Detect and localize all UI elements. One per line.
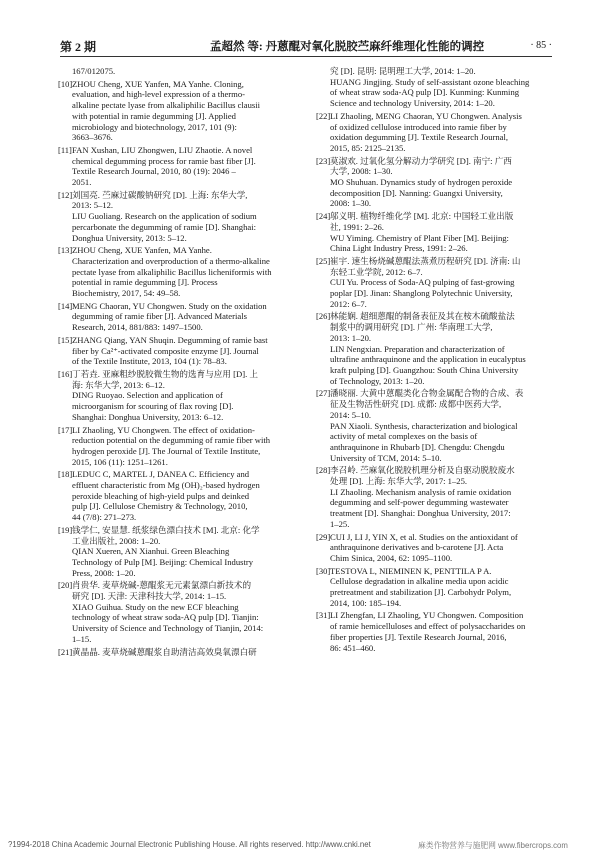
reference-text-line: 2014, 100: 185–194. (330, 597, 402, 608)
reference-entry (58, 469, 304, 523)
reference-number: [22] (316, 110, 331, 121)
reference-text-line: of the Textile Institute, 2013, 104 (1): 78–83. (72, 356, 227, 367)
reference-text-line: peroxide bleaching of high-yield pulps and deinked (72, 490, 250, 501)
reference-number: [29] (316, 531, 331, 542)
reference-text-line: LI Zhaoling. Mechanism analysis of ramie oxidation (330, 486, 512, 497)
reference-entry (316, 211, 562, 254)
issue-number: 第 2 期 (60, 40, 97, 54)
reference-text-line: Biochemistry, 2017, 54: 49–58. (72, 288, 181, 299)
reference-text-line: pectate lyase from alkaliphilic Bacillus licheniformis with (72, 266, 272, 277)
reference-text-line: ZHANG Qiang, YAN Shuqin. Degumming of ramie bast (72, 334, 268, 345)
reference-entry (316, 255, 562, 310)
reference-text-line: 3663–3676. (72, 132, 113, 143)
reference-number: [15] (58, 334, 73, 345)
reference-text-line: 东轻工业学院, 2012: 6–7. (330, 266, 423, 277)
reference-entry (316, 155, 562, 210)
reference-number: [11] (58, 144, 72, 155)
reference-entry (58, 78, 304, 143)
reference-text-line: 2012: 6–7. (330, 298, 367, 309)
reference-text-line: University of TCM, 2014: 5–10. (330, 452, 442, 463)
reference-number: [27] (316, 388, 331, 399)
reference-text-line: 李召岭. 苎麻氧化脱胶机理分析及自驱动脱胶废水 (330, 465, 515, 476)
reference-text-line: 2013: 1–20. (330, 332, 372, 343)
reference-text-line: 钱学仁, 安显慧. 纸浆绿色漂白技术 [M]. 北京: 化学 (72, 524, 260, 535)
reference-text-line: pretreatment and stabilization [J]. Carbohydr Polym, (330, 587, 512, 598)
reference-text-line: China Light Industry Press, 1991: 2–26. (330, 243, 468, 254)
reference-text-line: DING Ruoyao. Selection and application of (72, 390, 223, 401)
reference-text-line: poplar [D]. Jinan: Shanglong Polytechnic University, (330, 288, 513, 299)
reference-text-line: fiber by Ca²⁺-activated composite enzyme [J]. Journal (72, 345, 259, 356)
reference-text-line: QIAN Xueren, AN Xianhui. Green Bleaching (72, 546, 230, 557)
reference-text-line: MENG Chaoran, YU Chongwen. Study on the oxidation (72, 300, 267, 311)
reference-text-line: ultrafine anthraquinone and the application in eucalyptus (330, 354, 526, 365)
reference-entry (316, 110, 562, 154)
reference-number: [20] (58, 580, 73, 591)
reference-text-line: evaluation, and high-level expression of a thermo- (72, 89, 246, 100)
reference-text-line: Cellulose degradation in alkaline media upon acidic (330, 576, 509, 587)
reference-text-line: 丁若垚. 亚麻粗纱脱胶微生物的选育与应用 [D]. 上 (72, 368, 258, 379)
reference-text-line: percarbonate the degumming of ramie [D]. Shanghai: (72, 221, 256, 232)
reference-text-line: 潘晓丽. 大黄中蒽醌类化合物金属配合物的合成、表 (330, 388, 524, 399)
reference-text-line: LIN Nengxian. Preparation and characterization of (330, 343, 505, 354)
reference-text-line: activity of metal complexes on the basis of (330, 431, 478, 442)
reference-text-line: chemical degumming process for ramie bast fiber [J]. (72, 155, 256, 166)
reference-text-line: 86: 451–460. (330, 642, 376, 653)
reference-text-line: decomposition [D]. Nanning: Guangxi University, (330, 187, 503, 198)
copyright-notice: ?1994-2018 China Academic Journal Electronic Publishing House. All rights reserved. http://www.cnki.net (8, 840, 371, 849)
reference-text-line: 征及生物活性研究 [D]. 成都: 成都中医药大学, (330, 399, 502, 410)
reference-text-line: oxidation degumming [J]. Textile Research Journal, (330, 132, 508, 143)
reference-text-line: 1–25. (330, 518, 350, 529)
reference-text-line: of wheat straw soda-AQ pulp [D]. Kunming: Kunming (330, 87, 520, 98)
reference-text-line: Characterization and overproduction of a thermo-alkaline (72, 255, 270, 266)
reference-number: [24] (316, 211, 331, 222)
reference-number: [18] (58, 469, 73, 480)
reference-entry (72, 66, 304, 77)
reference-text-line: PAN Xiaoli. Synthesis, characterization and biological (330, 420, 518, 431)
reference-number: [12] (58, 189, 73, 200)
reference-text-line: microbiology and biotechnology, 2017, 101 (9): (72, 121, 237, 132)
reference-text-line: University of Science and Technology of Tianjin, 2014: (72, 623, 264, 634)
reference-text-line: technology of wheat straw soda-AQ pulp [D]. Tianjin: (72, 612, 259, 623)
reference-text-line: LEDUC C, MARTEL J, DANEA C. Efficiency and (72, 469, 250, 480)
reference-text-line: CUI Yu. Process of Soda-AQ pulping of fast-growing (330, 277, 515, 288)
reference-text-line: 2015, 106 (11): 1251–1261. (72, 456, 168, 467)
reference-entry (58, 368, 304, 423)
reference-text-line: 黄晶晶. 麦草烧碱蒽醌浆自助清洁高效臭氧漂白研 (72, 646, 257, 657)
reference-text-line: 大学, 2008: 1–30. (330, 166, 393, 177)
reference-entry (58, 245, 304, 299)
running-title: 孟超然 等: 丹蒽醌对氧化脱胶苎麻纤维理化性能的调控 (210, 41, 485, 53)
reference-text-line: MO Shuhuan. Dynamics study of hydrogen peroxide (330, 177, 513, 188)
page-header (60, 36, 552, 57)
reference-text-line: Chim Sinica, 2004, 62: 1095–1100. (330, 552, 453, 563)
reference-number: [28] (316, 465, 331, 476)
page-number: · 85 · (530, 40, 552, 51)
reference-entry (58, 189, 304, 244)
reference-text-line: 莫淑欢. 过氧化氢分解动力学研究 [D]. 南宁: 广西 (330, 155, 512, 166)
reference-text-line: microorganism for scouring of flax roving [D]. (72, 401, 234, 412)
reference-text-line: LIU Guoliang. Research on the application of sodium (72, 211, 257, 222)
right-column (316, 66, 562, 655)
reference-text-line: 肖贵华. 麦草烧碱-蒽醌浆无元素氯漂白新技术的 (72, 580, 252, 591)
reference-text-line: XIAO Guihua. Study on the new ECF bleaching (72, 601, 239, 612)
reference-entry (330, 66, 562, 109)
reference-text-line: Textile Research Journal, 2010, 80 (19): 2046 – (72, 166, 236, 177)
reference-number: [31] (316, 610, 331, 621)
reference-entry (316, 565, 562, 609)
reference-text-line: treatment [D]. Shanghai: Donghua University, 2017: (330, 508, 511, 519)
reference-text-line: HUANG Jingjing. Study of self-assistant ozone bleaching (330, 76, 530, 87)
reference-text-line: 处理 [D]. 上海: 东华大学, 2017: 1–25. (330, 476, 468, 487)
reference-text-line: anthraquinone in Rhubarb [D]. Chengdu: Chengdu (330, 441, 505, 452)
page-footer (8, 840, 608, 849)
reference-text-line: with potential in ramie degumming [J]. Applied (72, 110, 236, 121)
reference-entry (316, 610, 562, 653)
reference-text-line: alkaline pectate lyase from alkaliphilic Bacillus clausii (72, 100, 261, 111)
reference-text-line: 167/012075. (72, 66, 116, 76)
reference-text-line: degumming and self-power degumming wastewater (330, 497, 509, 508)
reference-entry (58, 646, 304, 658)
reference-text-line: 2015, 85: 2125–2135. (330, 142, 406, 153)
reference-text-line: Science and technology University, 2014: 1–20. (330, 98, 495, 109)
reference-text-line: 1–15. (72, 633, 92, 644)
reference-text-line: ZHOU Cheng, XUE Yanfen, MA Yanhe. (72, 245, 212, 256)
reference-entry (58, 334, 304, 367)
reference-text-line: 林能娴. 超细蒽醌的制备表征及其在桉木硫酸盐法 (330, 311, 515, 322)
reference-text-line: effluent characteristic from Mg (OH)₂-based hydrogen (72, 480, 260, 491)
reference-text-line: 研究 [D]. 天津: 天津科技大学, 2014: 1–15. (72, 591, 227, 602)
reference-text-line: kraft pulping [D]. Guangzhou: South China University (330, 364, 519, 375)
reference-text-line: Research, 2014, 881/883: 1497–1500. (72, 322, 203, 333)
reference-text-line: hydrogen peroxide [J]. The Journal of Textile Institute, (72, 445, 261, 456)
reference-text-line: 社, 1991: 2–26. (330, 221, 384, 232)
reference-number: [23] (316, 155, 331, 166)
reference-number: [16] (58, 368, 73, 379)
reference-number: [14] (58, 300, 73, 311)
reference-text-line: TESTOVA L, NIEMINEN K, PENTTILA P A. (330, 565, 492, 576)
reference-text-line: 44 (7/8): 271–273. (72, 512, 137, 523)
reference-entry (58, 524, 304, 579)
reference-text-line: potential in ramie degumming [J]. Process (72, 277, 218, 288)
reference-text-line: WU Yiming. Chemistry of Plant Fiber [M]. Beijing: (330, 232, 509, 243)
reference-number: [10] (58, 78, 73, 89)
reference-text-line: degumming of ramie fiber [J]. Advanced Materials (72, 311, 247, 322)
reference-entry (316, 311, 562, 386)
reference-text-line: 海: 东华大学, 2013: 6–12. (72, 379, 165, 390)
reference-text-line: 刘国亮. 苎麻过碳酸钠研究 [D]. 上海: 东华大学, (72, 189, 248, 200)
reference-entry (316, 388, 562, 463)
reference-text-line: Shanghai: Donghua University, 2013: 6–12. (72, 411, 224, 422)
reference-text-line: 2008: 1–30. (330, 198, 372, 209)
reference-text-line: ZHOU Cheng, XUE Yanfen, MA Yanhe. Cloning, (72, 78, 244, 89)
reference-text-line: reduction potential on the degumming of ramie fiber with (72, 435, 271, 446)
reference-text-line: of oxidized cellulose introduced into ramie fiber by (330, 121, 507, 132)
reference-text-line: 制浆中的调用研究 [D]. 广州: 华南理工大学, (330, 322, 493, 333)
reference-text-line: 2051. (72, 177, 92, 188)
reference-entry (58, 580, 304, 644)
reference-text-line: CUI J, LI J, YIN X, et al. Studies on the antioxidant of (330, 531, 518, 542)
reference-number: [17] (58, 424, 73, 435)
reference-text-line: Technology of Pulp [M]. Beijing: Chemical Industry (72, 556, 254, 567)
reference-number: [25] (316, 255, 331, 266)
reference-number: [19] (58, 524, 73, 535)
reference-entry (58, 424, 304, 468)
reference-text-line: Press, 2008: 1–20. (72, 567, 136, 578)
reference-text-line: of ramie hemicelluloses and effect of polysaccharides on (330, 621, 526, 632)
reference-text-line: LI Zhengfan, LI Zhaoling, YU Chongwen. Composition (330, 610, 524, 621)
watermark-text: 麻类作物营养与施肥网 www.fibercrops.com (418, 841, 568, 850)
reference-text-line: 究 [D]. 昆明: 昆明理工大学, 2014: 1–20. (330, 66, 476, 76)
reference-text-line: 2013: 5–12. (72, 200, 114, 211)
reference-text-line: LI Zhaoling, MENG Chaoran, YU Chongwen. Analysis (330, 110, 522, 121)
reference-text-line: Donghua University, 2013: 5–12. (72, 232, 187, 243)
reference-text-line: pulp [J]. Cellulose Chemistry & Technology, 2010, (72, 501, 248, 512)
reference-entry (58, 144, 304, 188)
reference-text-line: FAN Xushan, LIU Zhongwen, LIU Zhaotie. A novel (72, 144, 253, 155)
reference-number: [30] (316, 565, 331, 576)
reference-number: [21] (58, 646, 73, 657)
reference-text-line: of Technology, 2013: 1–20. (330, 375, 425, 386)
reference-number: [13] (58, 245, 73, 256)
reference-entry (58, 300, 304, 333)
reference-text-line: 邬义明. 植物纤维化学 [M]. 北京: 中国轻工业出版 (330, 211, 514, 222)
reference-text-line: 崔宇. 速生杨烧碱蒽醌法蒸煮历程研究 [D]. 济南: 山 (330, 255, 521, 266)
reference-text-line: 工业出版社, 2008: 1–20. (72, 535, 161, 546)
reference-entry (316, 531, 562, 564)
reference-entry (316, 465, 562, 529)
reference-text-line: anthraquinone derivatives and b-carotene [J]. Acta (330, 542, 504, 553)
reference-text-line: 2014: 5–10. (330, 409, 372, 420)
reference-text-line: LI Zhaoling, YU Chongwen. The effect of oxidation- (72, 424, 255, 435)
left-column (58, 66, 304, 659)
reference-text-line: fiber properties [J]. Textile Research Journal, 2016, (330, 631, 507, 642)
reference-number: [26] (316, 311, 331, 322)
